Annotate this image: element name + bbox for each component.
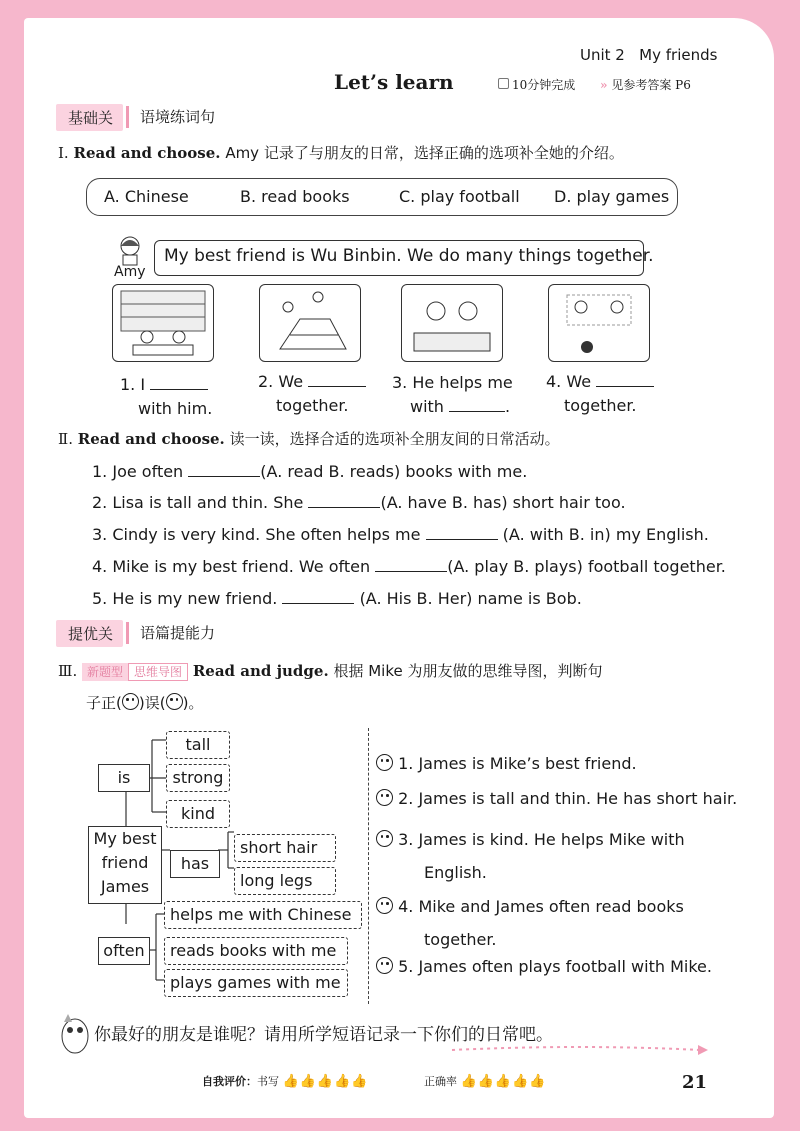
part2-item-1: 1. Joe often (A. read B. reads) books with me. <box>92 462 528 481</box>
dotted-arrow <box>450 1040 712 1058</box>
answer-blank[interactable] <box>449 395 505 412</box>
answer-blank[interactable] <box>282 587 354 604</box>
mindmap-root: My best friend James <box>88 826 162 904</box>
divider <box>368 728 369 1004</box>
part1-heading: Ⅰ. Read and choose. Amy 记录了与朋友的日常，选择正确的选项补全她的介绍。 <box>58 144 624 162</box>
answer-blank[interactable] <box>308 491 380 508</box>
part3-heading-line2: 子正( )误( )。 <box>86 694 204 712</box>
mindmap-strong: strong <box>166 764 230 792</box>
page-title: Let’s learn <box>334 70 454 94</box>
mindmap-reads-books: reads books with me <box>164 937 348 965</box>
section-tag-advanced: 提优关 <box>56 620 123 647</box>
mindmap-badge: 思维导图 <box>128 663 188 681</box>
item1-2: 2. We together. <box>258 370 366 418</box>
mindmap-long-legs: long legs <box>234 867 336 895</box>
statement-4: 4. Mike and James often read books together. <box>376 890 684 956</box>
answer-blank[interactable] <box>308 370 366 387</box>
judge-face-icon[interactable] <box>376 897 393 914</box>
picture-hopscotch <box>259 284 361 362</box>
bottom-prompt: 你最好的朋友是谁呢？请用所学短语记录一下你们的日常吧。 <box>94 1025 553 1045</box>
item1-4: 4. We together. <box>546 370 654 418</box>
mindmap-is: is <box>98 764 150 792</box>
item1-3: 3. He helps me with . <box>392 373 513 416</box>
statement-3: 3. James is kind. He helps Mike with English. <box>376 823 685 889</box>
mindmap-plays-games: plays games with me <box>164 969 348 997</box>
picture-football <box>548 284 650 362</box>
unit-label: Unit 2 <box>580 46 625 64</box>
thumbs-up-icon[interactable]: 👍👍👍👍👍 <box>282 1074 369 1089</box>
judge-face-icon[interactable] <box>376 830 393 847</box>
part2-item-2: 2. Lisa is tall and thin. She (A. have B. has) short hair too. <box>92 493 626 512</box>
part3-heading: Ⅲ. 新题型 思维导图 Read and judge. 根据 Mike 为朋友做的思维导图，判断句 <box>58 662 603 680</box>
option-a: A. Chinese <box>104 187 189 206</box>
thumbs-up-icon[interactable]: 👍👍👍👍👍 <box>460 1074 547 1089</box>
answer-blank[interactable] <box>150 373 208 390</box>
part2-item-3: 3. Cindy is very kind. She often helps me (A. with B. in) my English. <box>92 525 709 544</box>
speech-text: My best friend is Wu Binbin. We do many things together. <box>164 246 654 266</box>
part2-heading: Ⅱ. Read and choose. 读一读，选择合适的选项补全朋友间的日常活动。 <box>58 430 560 448</box>
mindmap-helps-chinese: helps me with Chinese <box>164 901 362 929</box>
section-subtitle-advanced: 语篇提能力 <box>140 624 216 642</box>
speaker-label: Amy <box>114 264 146 280</box>
smile-face-icon <box>122 693 139 710</box>
picture-reading <box>112 284 214 362</box>
section-tag-basic: 基础关 <box>56 104 123 131</box>
mindmap-short-hair: short hair <box>234 834 336 862</box>
judge-face-icon[interactable] <box>376 957 393 974</box>
page-number: 21 <box>682 1072 708 1093</box>
option-c: C. play football <box>399 187 520 206</box>
unit-title: My friends <box>639 46 718 64</box>
clock-icon <box>498 78 509 89</box>
answer-blank[interactable] <box>596 370 654 387</box>
answer-blank[interactable] <box>426 523 498 540</box>
option-b: B. read books <box>240 187 350 206</box>
sad-face-icon <box>166 693 183 710</box>
answer-blank[interactable] <box>188 460 260 477</box>
item1-1: 1. I with him. <box>120 375 213 418</box>
answer-hint: » 见参考答案 P6 <box>600 78 691 92</box>
unit-header <box>580 46 717 64</box>
answer-blank[interactable] <box>375 555 447 572</box>
new-type-badge: 新题型 <box>82 663 128 681</box>
statement-1: 1. James is Mike’s best friend. <box>376 754 637 773</box>
self-eval: 自我评价：书写 👍👍👍👍👍 <box>202 1074 369 1089</box>
judge-face-icon[interactable] <box>376 789 393 806</box>
time-hint: 10分钟完成 <box>498 76 575 93</box>
part2-item-4: 4. Mike is my best friend. We often (A. play B. plays) football together. <box>92 557 726 576</box>
statement-5: 5. James often plays football with Mike. <box>376 957 712 976</box>
mindmap-has: has <box>170 850 220 878</box>
option-d: D. play games <box>554 187 670 206</box>
picture-homework <box>401 284 503 362</box>
section-subtitle-basic: 语境练词句 <box>140 108 216 126</box>
mindmap-often: often <box>98 937 150 965</box>
part2-item-5: 5. He is my new friend. (A. His B. Her) name is Bob. <box>92 589 582 608</box>
mindmap-kind: kind <box>166 800 230 828</box>
accuracy-eval: 正确率 👍👍👍👍👍 <box>424 1074 547 1089</box>
judge-face-icon[interactable] <box>376 754 393 771</box>
mascot-icon <box>58 1010 92 1056</box>
statement-2: 2. James is tall and thin. He has short hair. <box>376 789 737 808</box>
mindmap-tall: tall <box>166 731 230 759</box>
double-chevron-icon: » <box>600 78 608 92</box>
amy-avatar <box>116 234 144 266</box>
